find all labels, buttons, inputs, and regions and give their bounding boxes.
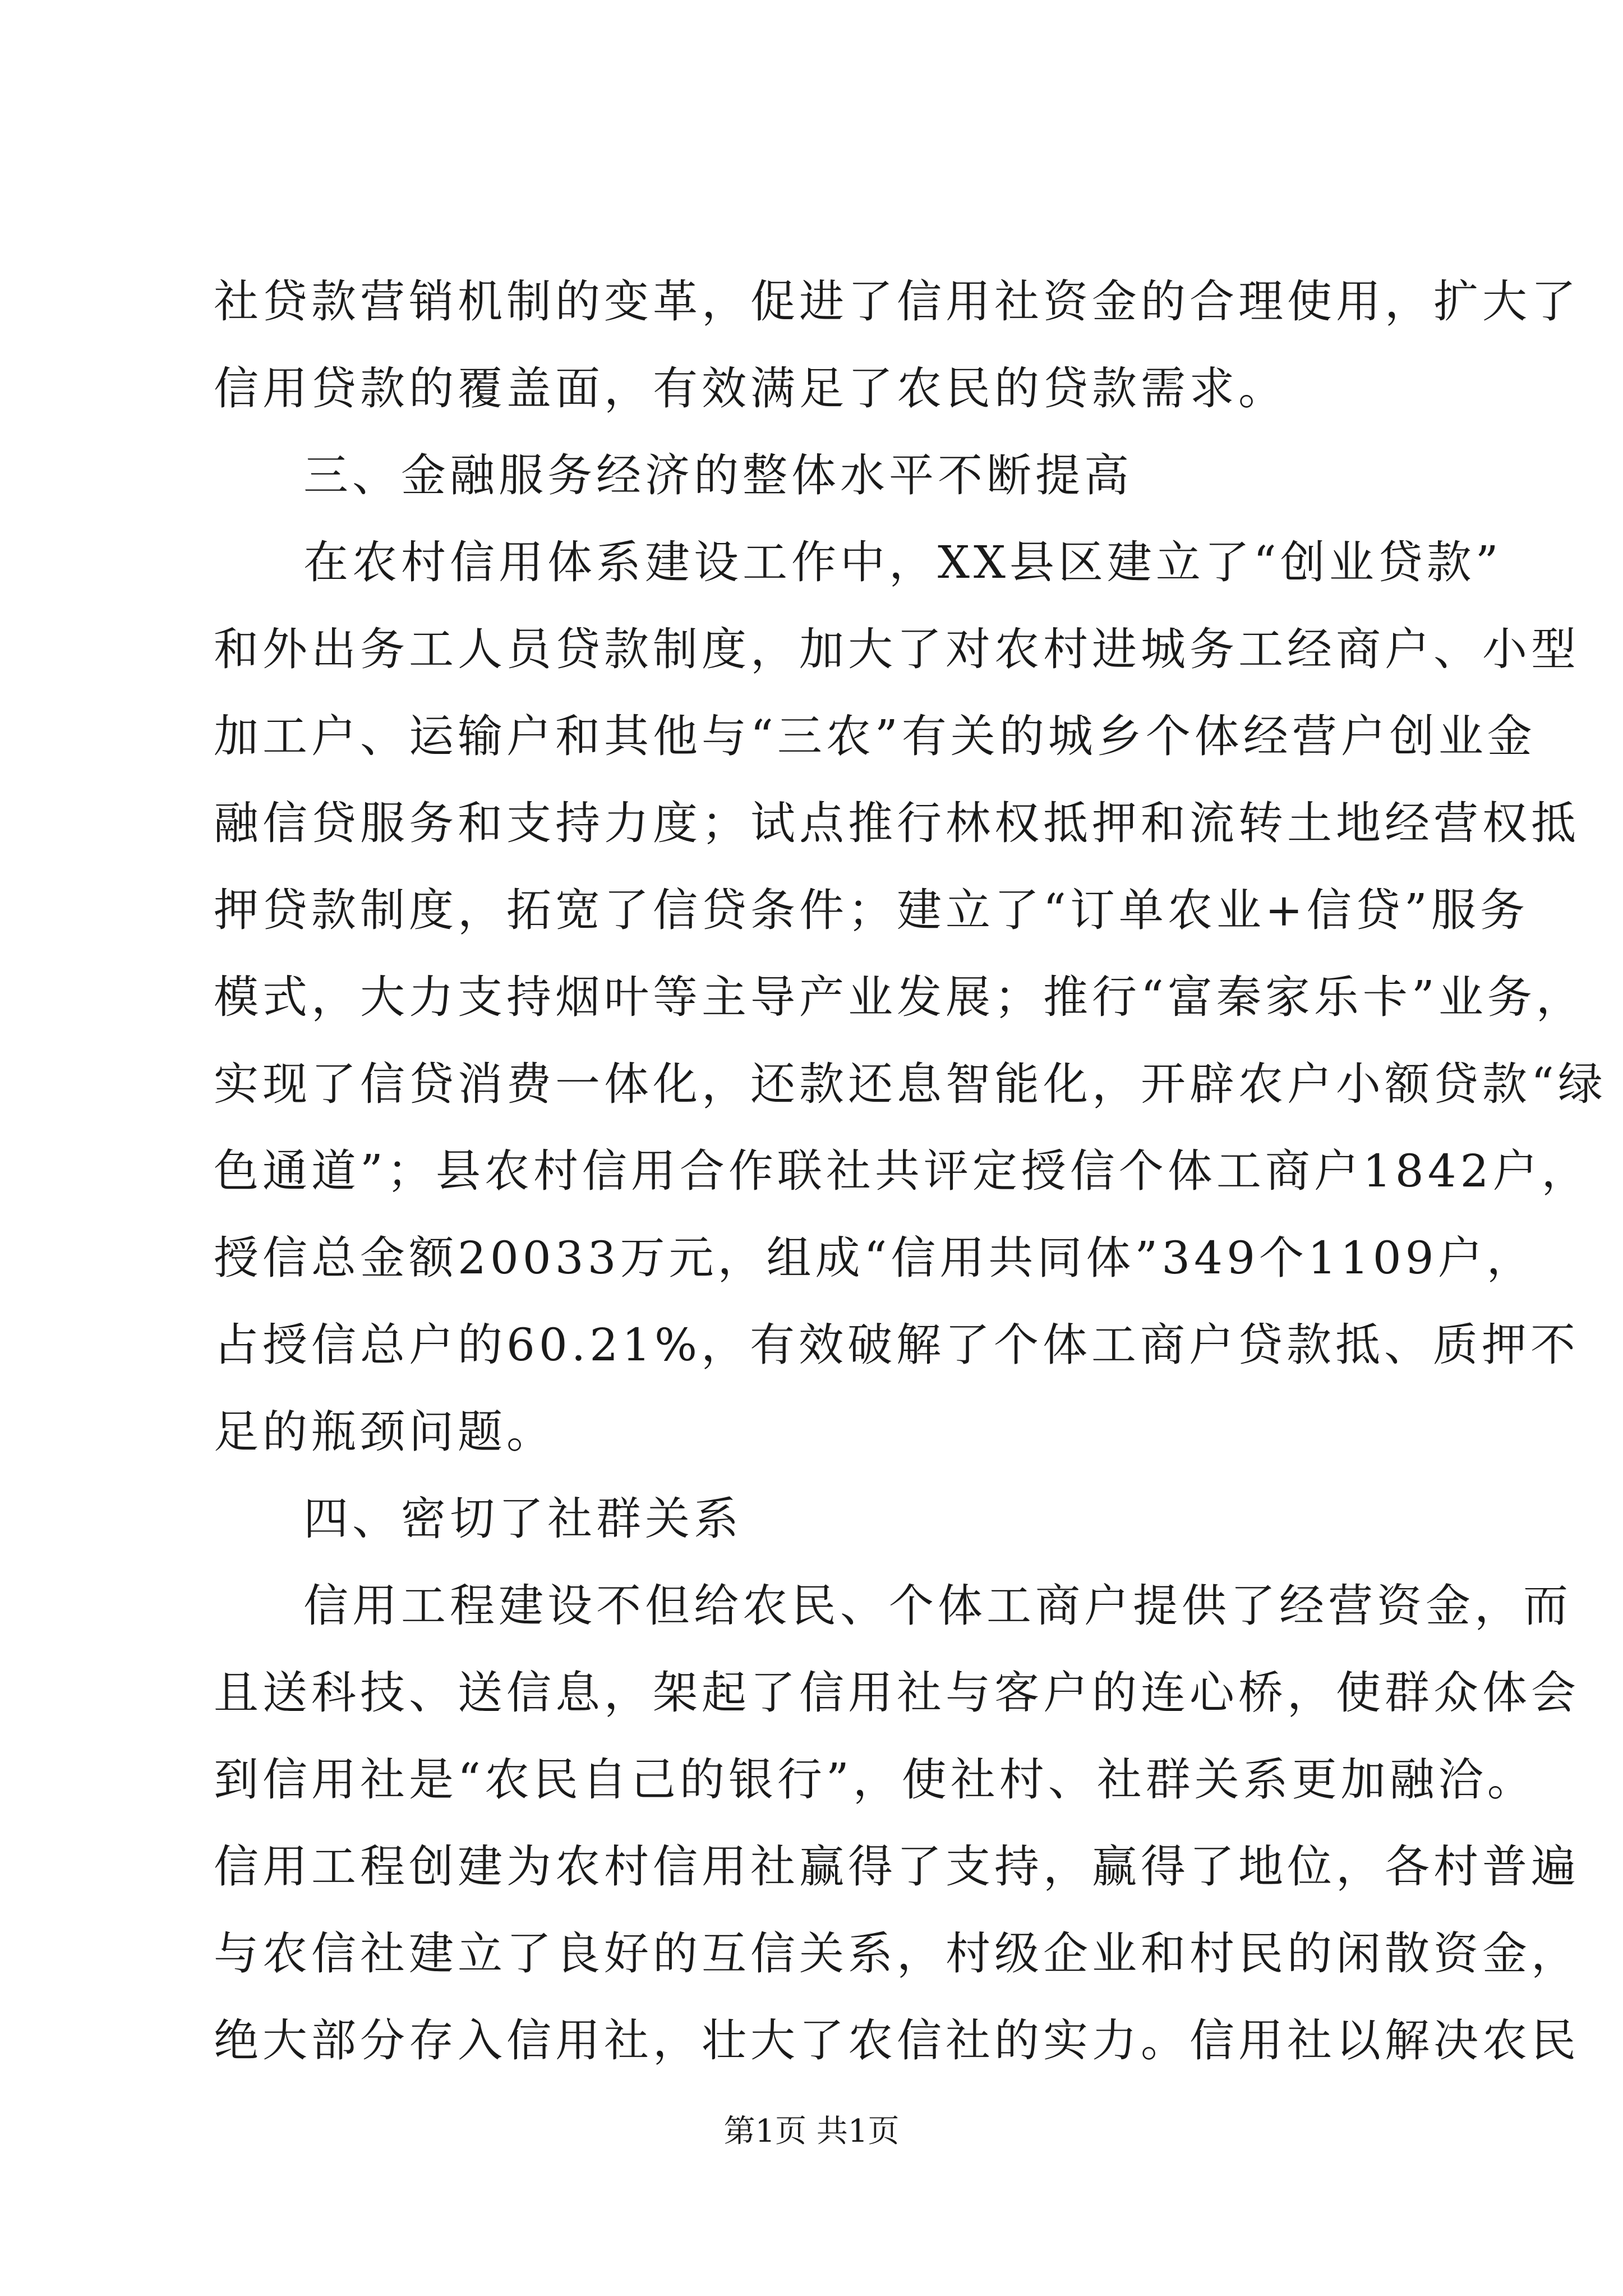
text-line: 和外出务工人员贷款制度，加大了对农村进城务工经商户、小型 — [214, 623, 1580, 675]
text-line: 社贷款营销机制的变革，促进了信用社资金的合理使用，扩大了 — [214, 275, 1580, 328]
section-heading: 三、金融服务经济的整体水平不断提高 — [303, 449, 1133, 501]
text-line: 在农村信用体系建设工作中，XX县区建立了“创业贷款” — [303, 536, 1502, 588]
text-line: 模式，大力支持烟叶等主导产业发展；推行“富秦家乐卡”业务， — [214, 971, 1585, 1023]
text-line: 加工户、运输户和其他与“三农”有关的城乡个体经营户创业金 — [214, 710, 1536, 762]
text-line: 信用工程创建为农村信用社赢得了支持，赢得了地位，各村普遍 — [214, 1841, 1580, 1893]
text-line: 融信贷服务和支持力度；试点推行林权抵押和流转土地经营权抵 — [214, 797, 1580, 849]
text-line: 与农信社建立了良好的互信关系，村级企业和村民的闲散资金， — [214, 1927, 1580, 1980]
text-line: 绝大部分存入信用社，壮大了农信社的实力。信用社以解决农民 — [214, 2014, 1580, 2067]
document-body — [214, 258, 1607, 2084]
text-line: 占授信总户的60.21%，有效破解了个体工商户贷款抵、质押不 — [214, 1319, 1580, 1371]
page-footer: 第1页 共1页 — [723, 2113, 900, 2150]
text-line: 信用贷款的覆盖面，有效满足了农民的贷款需求。 — [214, 362, 1287, 415]
text-line: 足的瓶颈问题。 — [214, 1406, 555, 1458]
text-line: 且送科技、送信息，架起了信用社与客户的连心桥，使群众体会 — [214, 1667, 1580, 1719]
text-line: 色通道”；县农村信用合作联社共评定授信个体工商户1842户， — [214, 1145, 1590, 1197]
text-line: 到信用社是“农民自己的银行”，使社村、社群关系更加融洽。 — [214, 1754, 1536, 1806]
text-line: 实现了信贷消费一体化，还款还息智能化，开辟农户小额贷款“绿 — [214, 1058, 1607, 1110]
section-heading: 四、密切了社群关系 — [303, 1493, 743, 1545]
text-line: 授信总金额20033万元，组成“信用共同体”349个1109户， — [214, 1232, 1536, 1284]
text-line: 押贷款制度，拓宽了信贷条件；建立了“订单农业+信贷”服务 — [214, 884, 1529, 936]
text-line: 信用工程建设不但给农民、个体工商户提供了经营资金，而 — [303, 1580, 1572, 1632]
